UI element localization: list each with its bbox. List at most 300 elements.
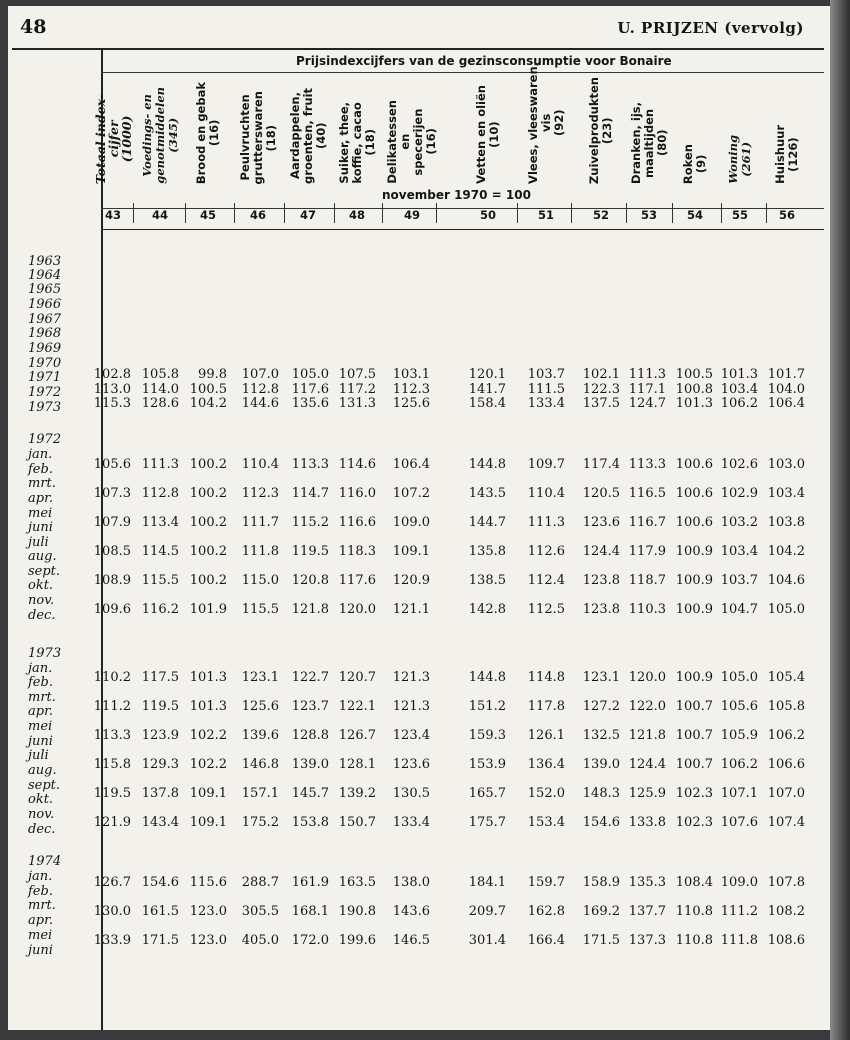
table-cell: 137.8 [141,786,179,801]
table-cell: 110.2 [93,670,131,685]
row-label: aug. [28,763,57,778]
table-cell: 108.5 [93,544,131,559]
table-cell: 105.0 [720,670,758,685]
table-cell: 135.3 [628,875,666,890]
column-separator [571,203,572,223]
table-cell: 119.5 [291,544,329,559]
column-header-label: Peulvruchten grutterswaren (18) [237,90,278,184]
table-caption: Prijsindexcijfers van de gezinsconsumptie voor Bonaire [296,54,672,68]
table-cell: 101.9 [189,602,227,617]
table-cell: 121.8 [291,602,329,617]
table-cell: 130.0 [93,904,131,919]
column-header-46 [234,70,282,184]
table-cell: 111.5 [527,382,565,397]
column-separator [517,203,518,223]
table-cell: 161.5 [141,904,179,919]
table-cell: 127.2 [582,699,620,714]
table-cell: 100.7 [675,728,713,743]
table-cell: 102.3 [675,786,713,801]
row-label: 1964 [28,268,62,283]
table-cell: 121.1 [392,602,430,617]
table-cell: 135.8 [468,544,506,559]
table-cell: 100.6 [675,457,713,472]
column-header-55 [716,70,764,184]
table-cell: 101.3 [189,670,227,685]
column-header-48 [333,70,381,184]
table-cell: 103.7 [720,573,758,588]
page-header: U. PRIJZEN (vervolg) [617,19,804,37]
table-cell: 105.0 [291,367,329,382]
column-number: 55 [731,208,748,222]
table-cell: 151.2 [468,699,506,714]
column-header-54 [671,70,719,184]
column-header-label: Vetten en oliën (10) [474,85,501,184]
table-cell: 158.9 [582,875,620,890]
table-cell: 102.6 [720,457,758,472]
page-number: 48 [20,16,47,38]
table-cell: 100.9 [675,670,713,685]
table-cell: 102.9 [720,486,758,501]
table-cell: 113.0 [93,382,131,397]
table-cell: 125.9 [628,786,666,801]
table-cell: 116.2 [141,602,179,617]
table-cell: 128.8 [291,728,329,743]
table-cell: 128.1 [338,757,376,772]
column-separator [185,203,186,223]
table-cell: 100.2 [189,573,227,588]
table-cell: 101.3 [189,699,227,714]
table-cell: 121.3 [392,699,430,714]
table-cell: 118.3 [338,544,376,559]
row-label: dec. [28,822,56,837]
table-cell: 100.9 [675,602,713,617]
table-cell: 105.6 [720,699,758,714]
column-header-45 [184,70,232,184]
table-cell: 117.9 [628,544,666,559]
table-cell: 123.8 [582,573,620,588]
table-cell: 112.3 [392,382,430,397]
row-label: 1971 [28,370,62,385]
row-label: sept. [28,778,61,793]
table-cell: 114.8 [527,670,565,685]
table-cell: 100.9 [675,573,713,588]
table-cell: 116.5 [628,486,666,501]
table-cell: 123.8 [582,602,620,617]
row-label: 1973 [28,646,62,661]
row-label: apr. [28,913,53,928]
table-cell: 116.7 [628,515,666,530]
table-cell: 100.2 [189,486,227,501]
table-cell: 124.7 [628,396,666,411]
column-number: 49 [403,208,420,222]
table-cell: 116.6 [338,515,376,530]
column-header-56 [763,70,811,184]
table-cell: 103.4 [767,486,805,501]
column-header-label: Zuivelprodukten (23) [587,76,614,184]
table-cell: 107.2 [392,486,430,501]
column-header-label: Dranken, ijs, maaltijden (80) [628,102,669,184]
table-cell: 112.8 [141,486,179,501]
column-header-label: Huishuur (126) [773,125,800,184]
table-cell: 123.6 [392,757,430,772]
table-cell: 100.5 [189,382,227,397]
row-label: apr. [28,704,53,719]
table-cell: 112.4 [527,573,565,588]
row-label: juni [28,943,53,958]
table-cell: 111.2 [93,699,131,714]
table-cell: 103.8 [767,515,805,530]
table-cell: 172.0 [291,933,329,948]
column-header-label: Vlees, vleeswaren, vis (92) [525,62,566,184]
table-cell: 157.1 [241,786,279,801]
table-cell: 123.4 [392,728,430,743]
table-cell: 106.2 [767,728,805,743]
table-cell: 109.1 [392,544,430,559]
row-label: 1963 [28,254,62,269]
row-label: mei [28,928,53,943]
table-cell: 123.7 [291,699,329,714]
table-cell: 101.3 [675,396,713,411]
row-label: 1966 [28,297,62,312]
table-cell: 114.0 [141,382,179,397]
table-cell: 144.6 [241,396,279,411]
table-cell: 139.6 [241,728,279,743]
column-separator [721,203,722,223]
column-header-label: Brood en gebak (16) [194,81,221,184]
table-cell: 125.6 [241,699,279,714]
table-cell: 100.7 [675,699,713,714]
table-cell: 111.3 [628,367,666,382]
table-cell: 133.4 [392,815,430,830]
table-cell: 117.4 [582,457,620,472]
row-label: 1974 [28,854,62,869]
table-cell: 137.7 [628,904,666,919]
row-label: 1972 [28,385,62,400]
table-cell: 111.3 [527,515,565,530]
document-page [8,6,830,1030]
table-cell: 105.6 [93,457,131,472]
table-cell: 102.1 [582,367,620,382]
column-number: 46 [249,208,266,222]
table-cell: 120.0 [338,602,376,617]
table-cell: 121.9 [93,815,131,830]
table-cell: 109.1 [189,815,227,830]
row-label: jan. [28,869,53,884]
table-cell: 100.2 [189,544,227,559]
column-number: 51 [537,208,554,222]
table-cell: 153.9 [468,757,506,772]
table-cell: 115.5 [141,573,179,588]
table-cell: 131.3 [338,396,376,411]
row-label: nov. [28,807,55,822]
table-cell: 103.4 [720,544,758,559]
column-header-label: Roken (9) [681,143,708,184]
table-cell: 138.0 [392,875,430,890]
table-cell: 114.7 [291,486,329,501]
table-cell: 120.5 [582,486,620,501]
table-cell: 130.5 [392,786,430,801]
table-cell: 143.5 [468,486,506,501]
row-label: jan. [28,447,53,462]
table-cell: 288.7 [241,875,279,890]
table-cell: 128.6 [141,396,179,411]
table-cell: 190.8 [338,904,376,919]
table-cell: 159.7 [527,875,565,890]
table-cell: 136.4 [527,757,565,772]
table-cell: 117.8 [527,699,565,714]
base-period-label: november 1970 = 100 [382,188,531,202]
book-spine-edge [830,0,850,1040]
table-cell: 109.7 [527,457,565,472]
row-label: 1965 [28,282,62,297]
column-header-53 [625,70,673,184]
table-cell: 100.2 [189,515,227,530]
column-separator [234,203,235,223]
column-header-49 [385,70,438,184]
table-cell: 123.0 [189,933,227,948]
table-cell: 115.2 [291,515,329,530]
table-cell: 102.8 [93,367,131,382]
column-number: 54 [686,208,703,222]
table-cell: 100.9 [675,544,713,559]
table-cell: 109.0 [392,515,430,530]
column-number: 48 [348,208,365,222]
table-cell: 132.5 [582,728,620,743]
table-cell: 144.8 [468,457,506,472]
row-label: mei [28,506,53,521]
table-cell: 113.3 [93,728,131,743]
column-separator [626,203,627,223]
row-label: mrt. [28,476,56,491]
table-cell: 122.1 [338,699,376,714]
row-label: 1969 [28,341,62,356]
column-number: 44 [151,208,168,222]
column-number: 52 [592,208,609,222]
table-cell: 122.0 [628,699,666,714]
column-header-label: Suiker, thee, koffie, cacao (18) [336,102,377,184]
row-label: apr. [28,491,53,506]
table-cell: 103.1 [392,367,430,382]
column-header-50 [464,70,512,184]
table-cell: 106.6 [767,757,805,772]
table-cell: 107.4 [767,815,805,830]
table-cell: 115.6 [189,875,227,890]
table-cell: 102.2 [189,728,227,743]
table-cell: 135.6 [291,396,329,411]
table-cell: 154.6 [141,875,179,890]
table-cell: 105.4 [767,670,805,685]
table-cell: 137.5 [582,396,620,411]
column-separator [334,203,335,223]
table-cell: 143.4 [141,815,179,830]
row-label: juli [28,535,49,550]
table-cell: 109.0 [720,875,758,890]
table-cell: 115.8 [93,757,131,772]
table-cell: 105.9 [720,728,758,743]
table-cell: 100.7 [675,757,713,772]
table-cell: 123.9 [141,728,179,743]
header-rule-bottom [101,229,824,230]
table-cell: 145.7 [291,786,329,801]
table-cell: 116.0 [338,486,376,501]
row-label: juni [28,734,53,749]
table-cell: 133.4 [527,396,565,411]
table-cell: 123.0 [189,904,227,919]
table-cell: 171.5 [582,933,620,948]
table-cell: 125.6 [392,396,430,411]
table-cell: 137.3 [628,933,666,948]
table-cell: 175.2 [241,815,279,830]
row-label: juni [28,520,53,535]
row-label: dec. [28,608,56,623]
table-cell: 100.5 [675,367,713,382]
column-header-52 [577,70,625,184]
table-cell: 150.7 [338,815,376,830]
table-cell: 123.1 [241,670,279,685]
top-rule [12,48,824,50]
table-cell: 103.2 [720,515,758,530]
table-cell: 146.5 [392,933,430,948]
table-cell: 110.4 [241,457,279,472]
column-number: 47 [299,208,316,222]
column-number: 56 [778,208,795,222]
column-number: 43 [104,208,121,222]
column-header-label: Delikatessen en specerijen (16) [385,100,438,184]
table-cell: 111.3 [141,457,179,472]
table-cell: 162.8 [527,904,565,919]
table-cell: 115.3 [93,396,131,411]
table-cell: 110.8 [675,904,713,919]
table-cell: 106.2 [720,396,758,411]
table-cell: 159.3 [468,728,506,743]
table-cell: 110.8 [675,933,713,948]
table-cell: 100.8 [675,382,713,397]
table-cell: 114.6 [338,457,376,472]
table-cell: 102.2 [189,757,227,772]
table-cell: 120.8 [291,573,329,588]
row-label: 1970 [28,356,62,371]
table-cell: 120.0 [628,670,666,685]
column-header-label: Voedings- en genotmiddelen (345) [139,87,180,184]
row-label: 1967 [28,312,62,327]
table-cell: 117.6 [338,573,376,588]
table-cell: 111.8 [241,544,279,559]
table-cell: 154.6 [582,815,620,830]
table-cell: 107.9 [93,515,131,530]
table-cell: 111.8 [720,933,758,948]
table-cell: 107.8 [767,875,805,890]
row-label: mei [28,719,53,734]
column-separator [436,203,437,223]
column-separator [766,203,767,223]
table-cell: 117.2 [338,382,376,397]
table-cell: 112.6 [527,544,565,559]
table-cell: 144.7 [468,515,506,530]
table-cell: 100.6 [675,515,713,530]
table-cell: 103.0 [767,457,805,472]
table-cell: 161.9 [291,875,329,890]
table-cell: 105.8 [767,699,805,714]
table-cell: 133.9 [93,933,131,948]
table-cell: 126.7 [93,875,131,890]
row-label: aug. [28,549,57,564]
row-label: okt. [28,578,54,593]
table-cell: 153.4 [527,815,565,830]
table-cell: 102.3 [675,815,713,830]
table-cell: 166.4 [527,933,565,948]
table-cell: 104.2 [189,396,227,411]
table-cell: 104.6 [767,573,805,588]
table-cell: 112.5 [527,602,565,617]
table-cell: 113.4 [141,515,179,530]
table-cell: 112.8 [241,382,279,397]
row-label: okt. [28,792,54,807]
table-cell: 175.7 [468,815,506,830]
table-cell: 107.0 [767,786,805,801]
table-cell: 120.9 [392,573,430,588]
table-cell: 126.7 [338,728,376,743]
table-cell: 113.3 [628,457,666,472]
table-cell: 139.0 [582,757,620,772]
table-cell: 122.3 [582,382,620,397]
column-header-43 [89,70,137,184]
table-cell: 111.2 [720,904,758,919]
table-cell: 121.8 [628,728,666,743]
table-cell: 103.7 [527,367,565,382]
table-cell: 114.5 [141,544,179,559]
table-cell: 153.8 [291,815,329,830]
table-cell: 108.2 [767,904,805,919]
row-label: feb. [28,884,53,899]
table-cell: 152.0 [527,786,565,801]
table-cell: 106.2 [720,757,758,772]
table-cell: 139.0 [291,757,329,772]
table-cell: 122.7 [291,670,329,685]
table-cell: 108.4 [675,875,713,890]
column-header-label: Aardappelen, groenten, fruit (40) [287,88,328,184]
table-cell: 169.2 [582,904,620,919]
table-cell: 117.6 [291,382,329,397]
row-label: 1968 [28,326,62,341]
table-cell: 165.7 [468,786,506,801]
table-cell: 124.4 [582,544,620,559]
table-cell: 105.0 [767,602,805,617]
column-number: 45 [199,208,216,222]
row-label: feb. [28,462,53,477]
column-header-44 [136,70,184,184]
table-cell: 107.5 [338,367,376,382]
table-cell: 209.7 [468,904,506,919]
table-cell: 100.2 [189,457,227,472]
table-cell: 110.3 [628,602,666,617]
table-cell: 133.8 [628,815,666,830]
column-header-51 [522,62,570,184]
row-label: feb. [28,675,53,690]
column-header-label: Totaal index- cijfer (1000) [92,93,134,184]
table-cell: 99.8 [198,367,227,382]
table-cell: 104.2 [767,544,805,559]
table-cell: 123.1 [582,670,620,685]
table-cell: 184.1 [468,875,506,890]
table-cell: 110.4 [527,486,565,501]
row-label: jan. [28,661,53,676]
table-cell: 301.4 [468,933,506,948]
table-cell: 139.2 [338,786,376,801]
table-cell: 105.8 [141,367,179,382]
table-cell: 115.0 [241,573,279,588]
row-label: mrt. [28,690,56,705]
table-cell: 107.0 [241,367,279,382]
